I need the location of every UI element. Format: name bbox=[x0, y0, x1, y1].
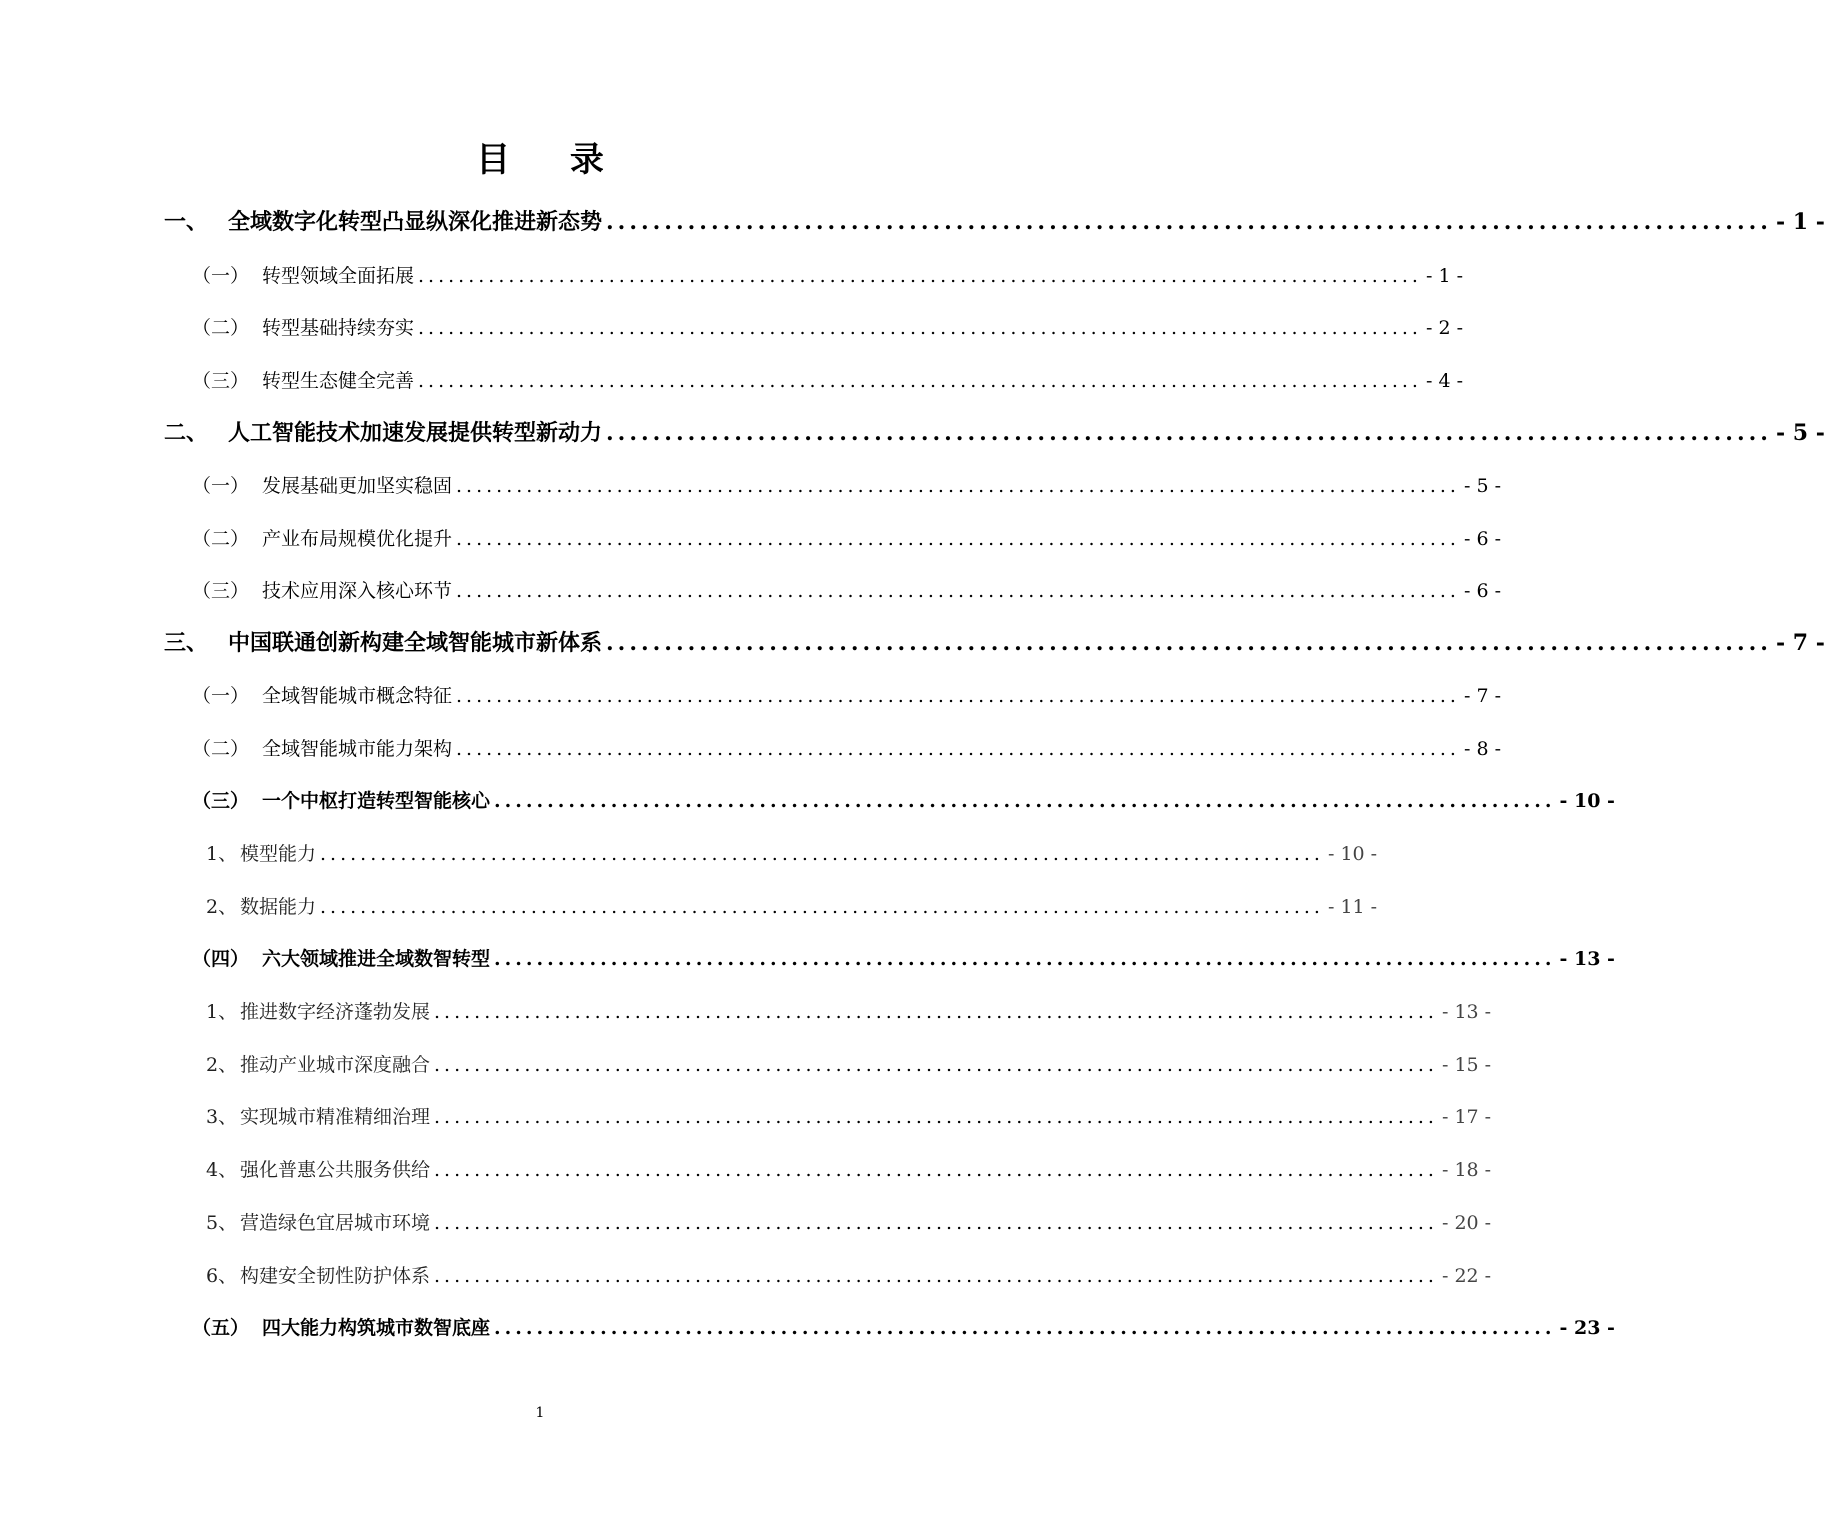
toc-entry-page: - 7 - bbox=[1463, 685, 1501, 707]
toc-entry[interactable] bbox=[206, 1261, 1492, 1288]
toc-entry-number: （三） bbox=[192, 790, 250, 812]
toc-entry-page: - 18 - bbox=[1441, 1159, 1492, 1181]
toc-entry-number: 二、 bbox=[164, 420, 209, 446]
toc-entry-title: 转型基础持续夯实 bbox=[262, 317, 415, 339]
page-number: 1 bbox=[535, 1405, 545, 1421]
toc-leader-dots: .................................................................................................... bbox=[418, 265, 1422, 287]
toc-entry-page: - 10 - bbox=[1559, 790, 1615, 812]
toc-entry-title: 发展基础更加坚实稳固 bbox=[262, 475, 453, 497]
toc-entry-page: - 10 - bbox=[1327, 843, 1378, 865]
toc-entry[interactable] bbox=[192, 1313, 1615, 1340]
toc-entry-number: 2、 bbox=[206, 896, 238, 918]
toc-entry-title: 全域智能城市能力架构 bbox=[262, 738, 453, 760]
toc-leader-dots: .................................................................................................... bbox=[456, 685, 1460, 707]
toc-leader-dots: .................................................................................................... bbox=[434, 1265, 1438, 1287]
toc-entry-number: （四） bbox=[192, 948, 250, 970]
toc-entry[interactable] bbox=[192, 261, 1463, 288]
toc-leader-dots: .................................................................................................... bbox=[456, 738, 1460, 760]
toc-entry-page: - 5 - bbox=[1463, 475, 1501, 497]
toc-leader-dots: .................................................................................................... bbox=[434, 1159, 1438, 1181]
toc-entry-page: - 22 - bbox=[1441, 1265, 1492, 1287]
toc-leader-dots: .................................................................................................... bbox=[494, 948, 1556, 970]
toc-leader-dots: .................................................................................................... bbox=[606, 209, 1772, 235]
toc-entry-page: - 4 - bbox=[1425, 370, 1463, 392]
toc-entry[interactable] bbox=[206, 1155, 1492, 1182]
toc-entry-number: 6、 bbox=[206, 1265, 238, 1287]
toc-entry-page: - 1 - bbox=[1425, 265, 1463, 287]
toc-entry[interactable] bbox=[192, 681, 1501, 708]
toc-entry[interactable] bbox=[206, 839, 1378, 866]
toc-entry-page: - 6 - bbox=[1463, 580, 1501, 602]
toc-entry[interactable] bbox=[164, 416, 1825, 447]
toc-leader-dots: .................................................................................................... bbox=[418, 317, 1422, 339]
toc-entry-number: （一） bbox=[192, 475, 250, 497]
toc-entry[interactable] bbox=[164, 205, 1825, 236]
page-title: 目 录 bbox=[476, 140, 628, 180]
toc-entry[interactable] bbox=[192, 786, 1615, 813]
toc-entry[interactable] bbox=[206, 1050, 1492, 1077]
toc-entry[interactable] bbox=[192, 366, 1463, 393]
toc-entry-title: 构建安全韧性防护体系 bbox=[240, 1265, 431, 1287]
toc-leader-dots: .................................................................................................... bbox=[434, 1106, 1438, 1128]
toc-leader-dots: .................................................................................................... bbox=[494, 1317, 1556, 1339]
toc-entry-title: 营造绿色宜居城市环境 bbox=[240, 1212, 431, 1234]
toc-entry[interactable] bbox=[164, 626, 1825, 657]
toc-entry-page: - 13 - bbox=[1441, 1001, 1492, 1023]
toc-entry-page: - 8 - bbox=[1463, 738, 1501, 760]
toc-entry-page: - 1 - bbox=[1775, 209, 1825, 235]
toc-entry-title: 技术应用深入核心环节 bbox=[262, 580, 453, 602]
toc-entry[interactable] bbox=[192, 734, 1501, 761]
toc-leader-dots: .................................................................................................... bbox=[494, 790, 1556, 812]
toc-entry[interactable] bbox=[206, 892, 1378, 919]
toc-leader-dots: .................................................................................................... bbox=[456, 475, 1460, 497]
toc-entry-number: 4、 bbox=[206, 1159, 238, 1181]
toc-entry-number: （一） bbox=[192, 265, 250, 287]
toc-entry-page: - 13 - bbox=[1559, 948, 1615, 970]
toc-entry-title: 模型能力 bbox=[240, 843, 317, 865]
toc-entry-page: - 6 - bbox=[1463, 528, 1501, 550]
toc-entry[interactable] bbox=[192, 524, 1501, 551]
toc-entry[interactable] bbox=[206, 1208, 1492, 1235]
toc-entry-number: 3、 bbox=[206, 1106, 238, 1128]
toc-entry-page: - 23 - bbox=[1559, 1317, 1615, 1339]
toc-entry-number: （五） bbox=[192, 1317, 250, 1339]
toc-entry-number: 1、 bbox=[206, 843, 238, 865]
toc-entry-title: 转型领域全面拓展 bbox=[262, 265, 415, 287]
toc-entry-number: （一） bbox=[192, 685, 250, 707]
toc-entry-title: 全域数字化转型凸显纵深化推进新态势 bbox=[228, 209, 603, 235]
toc-entry-page: - 7 - bbox=[1775, 630, 1825, 656]
toc-entry-title: 中国联通创新构建全域智能城市新体系 bbox=[228, 630, 603, 656]
toc-entry-number: 1、 bbox=[206, 1001, 238, 1023]
toc-entry-number: 2、 bbox=[206, 1054, 238, 1076]
toc-entry[interactable] bbox=[192, 313, 1463, 340]
toc-entry-number: 5、 bbox=[206, 1212, 238, 1234]
toc-leader-dots: .................................................................................................... bbox=[418, 370, 1422, 392]
toc-entry-title: 推进数字经济蓬勃发展 bbox=[240, 1001, 431, 1023]
toc-entry-number: （二） bbox=[192, 528, 250, 550]
toc-entry-number: （三） bbox=[192, 580, 250, 602]
toc-entry[interactable] bbox=[192, 944, 1615, 971]
toc-entry-number: 三、 bbox=[164, 630, 209, 656]
toc-entry-title: 人工智能技术加速发展提供转型新动力 bbox=[228, 420, 603, 446]
toc-entry-title: 全域智能城市概念特征 bbox=[262, 685, 453, 707]
toc-leader-dots: .................................................................................................... bbox=[434, 1212, 1438, 1234]
toc-entry-number: （二） bbox=[192, 738, 250, 760]
toc-leader-dots: .................................................................................................... bbox=[606, 420, 1772, 446]
toc-entry[interactable] bbox=[192, 576, 1501, 603]
toc-entry[interactable] bbox=[206, 997, 1492, 1024]
toc-entry-number: （二） bbox=[192, 317, 250, 339]
toc-entry-number: （三） bbox=[192, 370, 250, 392]
toc-entry-title: 推动产业城市深度融合 bbox=[240, 1054, 431, 1076]
toc-entry-title: 产业布局规模优化提升 bbox=[262, 528, 453, 550]
toc-entry[interactable] bbox=[206, 1102, 1492, 1129]
toc-entry-title: 强化普惠公共服务供给 bbox=[240, 1159, 431, 1181]
toc-leader-dots: .................................................................................................... bbox=[320, 896, 1324, 918]
toc-entry-title: 四大能力构筑城市数智底座 bbox=[262, 1317, 491, 1339]
toc-leader-dots: .................................................................................................... bbox=[456, 580, 1460, 602]
toc-entry-title: 六大领域推进全域数智转型 bbox=[262, 948, 491, 970]
toc-entry-page: - 5 - bbox=[1775, 420, 1825, 446]
toc-entry-title: 一个中枢打造转型智能核心 bbox=[262, 790, 491, 812]
toc-entry-page: - 11 - bbox=[1327, 896, 1378, 918]
toc-entry-title: 实现城市精准精细治理 bbox=[240, 1106, 431, 1128]
toc-leader-dots: .................................................................................................... bbox=[434, 1054, 1438, 1076]
toc-entry-page: - 15 - bbox=[1441, 1054, 1492, 1076]
toc-entry-title: 数据能力 bbox=[240, 896, 317, 918]
toc-entry-page: - 2 - bbox=[1425, 317, 1463, 339]
toc-entry-title: 转型生态健全完善 bbox=[262, 370, 415, 392]
toc-leader-dots: .................................................................................................... bbox=[434, 1001, 1438, 1023]
toc-entry-page: - 20 - bbox=[1441, 1212, 1492, 1234]
toc-leader-dots: .................................................................................................... bbox=[456, 528, 1460, 550]
toc-leader-dots: .................................................................................................... bbox=[320, 843, 1324, 865]
toc-leader-dots: .................................................................................................... bbox=[606, 630, 1772, 656]
toc-entry-number: 一、 bbox=[164, 209, 209, 235]
toc-entry-page: - 17 - bbox=[1441, 1106, 1492, 1128]
toc-entry[interactable] bbox=[192, 471, 1501, 498]
